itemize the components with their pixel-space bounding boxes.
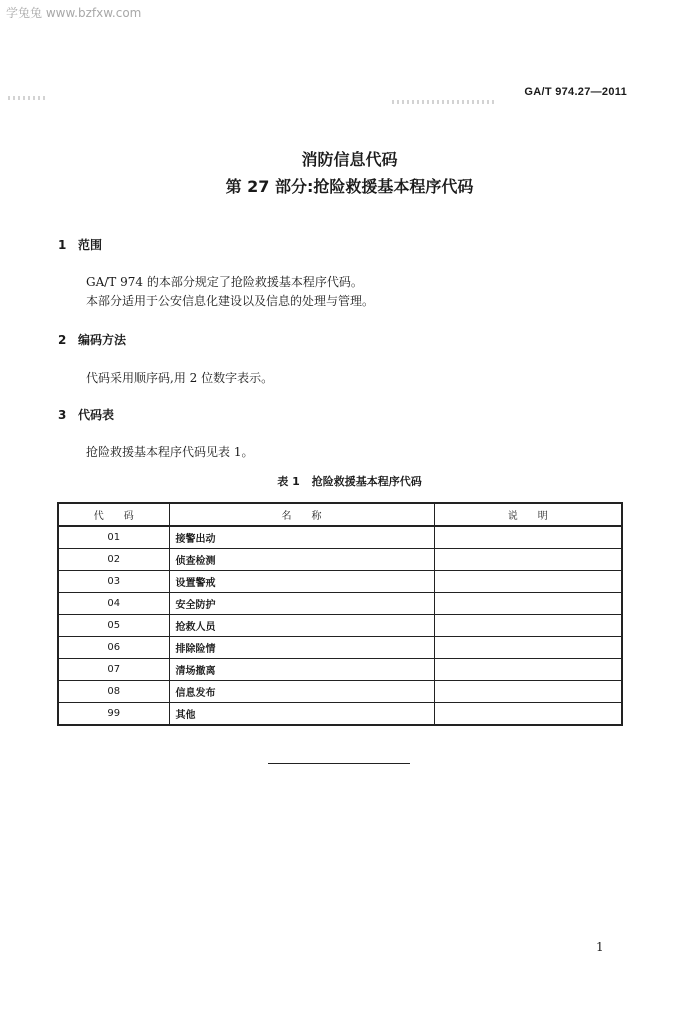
code-table <box>57 502 623 726</box>
name-cell: 信息发布 <box>169 681 434 703</box>
code-cell: 04 <box>58 593 169 615</box>
section-3-paragraph-1: 抢险救援基本程序代码见表 1。 <box>86 445 254 459</box>
name-cell: 清场撤离 <box>169 659 434 681</box>
section-title: 编码方法 <box>78 333 127 347</box>
section-1-paragraph-2: 本部分适用于公安信息化建设以及信息的处理与管理。 <box>86 294 375 308</box>
note-cell <box>434 526 622 549</box>
page-number: 1 <box>596 940 604 954</box>
note-cell <box>434 593 622 615</box>
code-cell: 08 <box>58 681 169 703</box>
table-caption-title: 抢险救援基本程序代码 <box>311 475 422 488</box>
standard-number: GA/T 974.27—2011 <box>524 86 627 98</box>
note-cell <box>434 681 622 703</box>
table-row <box>58 681 622 703</box>
table-row <box>58 526 622 549</box>
scan-smudge-left <box>8 96 48 100</box>
end-of-document-rule <box>268 763 410 764</box>
table-caption <box>0 473 699 489</box>
name-cell: 排除险情 <box>169 637 434 659</box>
section-1-heading <box>58 236 102 253</box>
document-title: 消防信息代码 <box>301 150 398 169</box>
table-row <box>58 549 622 571</box>
section-title: 范围 <box>78 238 103 252</box>
table-header-row <box>58 503 622 526</box>
table-row <box>58 571 622 593</box>
section-title: 代码表 <box>78 408 115 422</box>
section-1-paragraph-1: GA/T 974 的本部分规定了抢险救援基本程序代码。 <box>86 275 363 289</box>
table-row <box>58 637 622 659</box>
header-note: 说 明 <box>434 503 622 526</box>
code-cell: 01 <box>58 526 169 549</box>
note-cell <box>434 615 622 637</box>
note-cell <box>434 703 622 726</box>
section-2-paragraph-1: 代码采用顺序码,用 2 位数字表示。 <box>86 371 274 385</box>
table-row <box>58 659 622 681</box>
section-number: 3 <box>58 408 67 422</box>
document-subtitle: 第 27 部分:抢险救援基本程序代码 <box>225 177 474 196</box>
code-cell: 02 <box>58 549 169 571</box>
section-2-heading <box>58 331 126 348</box>
note-cell <box>434 549 622 571</box>
table-caption-label: 表 1 <box>277 475 300 488</box>
table-row <box>58 615 622 637</box>
scan-smudge-right <box>392 100 496 104</box>
name-cell: 侦查检测 <box>169 549 434 571</box>
section-number: 2 <box>58 333 67 347</box>
watermark: 学兔兔 www.bzfxw.com <box>6 6 142 20</box>
name-cell: 接警出动 <box>169 526 434 549</box>
note-cell <box>434 571 622 593</box>
table-row <box>58 703 622 726</box>
code-cell: 07 <box>58 659 169 681</box>
section-number: 1 <box>58 238 67 252</box>
name-cell: 抢救人员 <box>169 615 434 637</box>
code-cell: 06 <box>58 637 169 659</box>
table-row <box>58 593 622 615</box>
code-cell: 05 <box>58 615 169 637</box>
note-cell <box>434 637 622 659</box>
name-cell: 安全防护 <box>169 593 434 615</box>
name-cell: 其他 <box>169 703 434 726</box>
header-code: 代 码 <box>58 503 169 526</box>
header-name: 名 称 <box>169 503 434 526</box>
code-cell: 03 <box>58 571 169 593</box>
name-cell: 设置警戒 <box>169 571 434 593</box>
code-cell: 99 <box>58 703 169 726</box>
note-cell <box>434 659 622 681</box>
section-3-heading <box>58 406 114 423</box>
